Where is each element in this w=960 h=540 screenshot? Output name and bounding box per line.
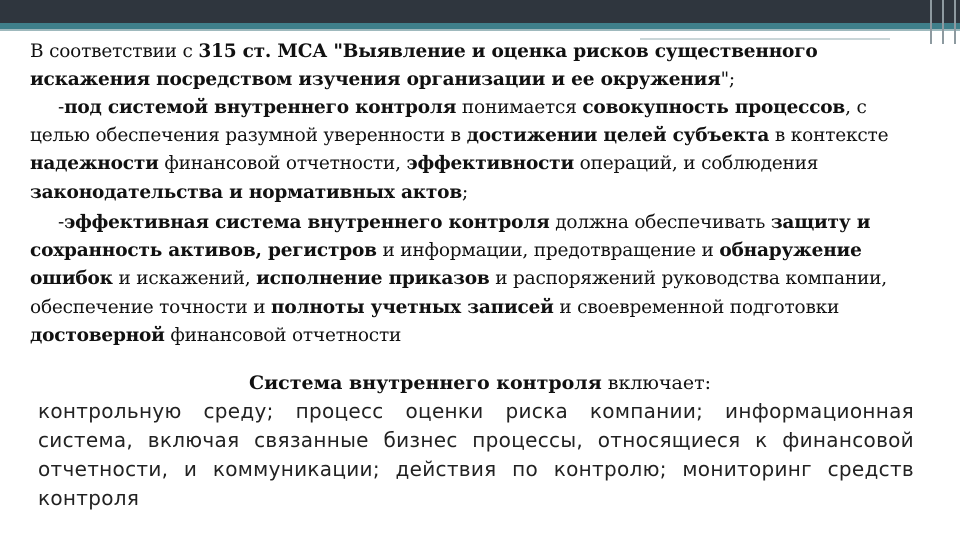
paragraph-internal-control-definition bbox=[30, 94, 930, 207]
text-run: "; bbox=[720, 69, 735, 91]
text-run: - bbox=[58, 97, 65, 118]
bold-run: защиту и сохранность активов, регистров bbox=[30, 212, 871, 262]
text-run: финансовой отчетности bbox=[164, 324, 402, 346]
heading-bold: Система внутреннего контроля bbox=[248, 372, 602, 394]
text-run: и искажений, bbox=[112, 268, 257, 290]
text-run: - bbox=[58, 212, 65, 233]
decorative-vertical-line bbox=[954, 0, 956, 44]
heading-rest: включает: bbox=[601, 372, 712, 394]
text-run: и своевременной подготовки bbox=[553, 296, 840, 318]
text-run: в контексте bbox=[769, 125, 889, 147]
components-list: контрольную среду; процесс оценки риска компании; информационная система, включая связанные бизнес процессы, относящиеся к финансовой отчетности, и коммуникации; действия по контролю; мониторинг средств контроля bbox=[38, 399, 914, 510]
bold-run: 315 ст. МСА "Выявление и оценка рисков существенного искажения посредством изучения организации и ее окружения bbox=[30, 41, 818, 91]
text-run: должна обеспечивать bbox=[549, 212, 771, 233]
bold-run: исполнение приказов bbox=[256, 268, 490, 290]
bold-run: надежности bbox=[30, 153, 159, 175]
decorative-vertical-line bbox=[942, 0, 944, 44]
bold-run: эффективная система внутреннего контроля bbox=[64, 212, 550, 233]
bold-run: под системой внутреннего контроля bbox=[64, 97, 457, 118]
text-run: финансовой отчетности, bbox=[158, 153, 407, 175]
text-run: операций, и соблюдения bbox=[573, 153, 819, 175]
header-band bbox=[0, 0, 960, 23]
header-thin-line bbox=[0, 29, 960, 31]
bold-run: обнаружение ошибок bbox=[30, 240, 862, 290]
text-run: понимается bbox=[456, 97, 583, 118]
text-run: и информации, предотвращение и bbox=[376, 240, 720, 262]
bold-run: законодательства и нормативных актов bbox=[30, 181, 462, 203]
text-run: и распоряжений руководства компании, обеспечение точности и bbox=[30, 268, 887, 318]
paragraph-standard-reference bbox=[30, 38, 930, 94]
text-run: В соответствии с bbox=[30, 41, 199, 62]
text-run: , с целью обеспечения разумной уверенности в bbox=[30, 97, 867, 147]
section-heading bbox=[0, 370, 960, 396]
decorative-vertical-line bbox=[930, 0, 932, 44]
bold-run: эффективности bbox=[406, 153, 574, 175]
text-run: ; bbox=[461, 181, 469, 203]
bold-run: достижении целей субъекта bbox=[466, 125, 770, 147]
bold-run: полноты учетных записей bbox=[271, 296, 554, 318]
bold-run: совокупность процессов bbox=[582, 97, 846, 118]
paragraph-effective-system bbox=[30, 209, 930, 350]
bold-run: достоверной bbox=[30, 324, 165, 346]
